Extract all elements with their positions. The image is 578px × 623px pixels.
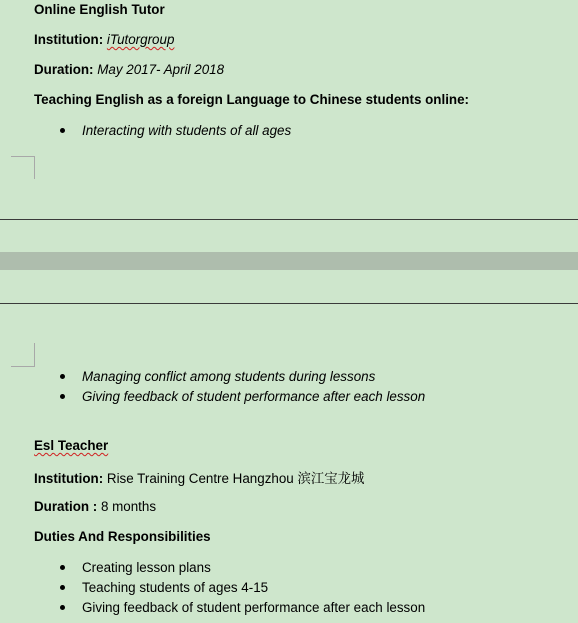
list-item-text: Creating lesson plans	[82, 560, 211, 575]
duration-label: Duration :	[34, 499, 98, 514]
page-corner-mark	[11, 156, 35, 179]
page-corner-mark	[11, 343, 35, 367]
list-item	[82, 369, 375, 384]
bullet-icon	[60, 565, 65, 570]
page-bottom-edge	[0, 219, 578, 220]
institution-value: Rise Training Centre Hangzhou 滨江宝龙城	[106, 471, 365, 486]
duration-line-2	[34, 499, 156, 514]
duties-heading	[34, 529, 211, 544]
job-title-online-english-tutor	[34, 2, 165, 17]
list-item-text: Giving feedback of student performance after each lesson	[82, 600, 426, 615]
duration-value: May 2017- April 2018	[97, 62, 225, 77]
bullet-icon	[60, 128, 65, 133]
bullet-icon	[60, 605, 65, 610]
bullet-icon	[60, 394, 65, 399]
list-item	[82, 600, 425, 615]
institution-value: iTutorgroup	[106, 32, 175, 47]
teaching-heading-text: Teaching English as a foreign Language to Chinese students online:	[34, 92, 469, 107]
bullet-icon	[60, 585, 65, 590]
job-title: Online English Tutor	[34, 2, 165, 17]
institution-line-2	[34, 468, 364, 487]
institution-label: Institution:	[34, 471, 104, 486]
duties-heading-text: Duties And Responsibilities	[34, 529, 211, 544]
duration-line-1	[34, 62, 224, 77]
job-title-esl-teacher	[34, 438, 108, 453]
duration-label: Duration:	[34, 62, 94, 77]
institution-line-1	[34, 32, 174, 47]
list-item-text: Giving feedback of student performance after each lesson	[82, 389, 426, 404]
institution-label: Institution:	[34, 32, 104, 47]
list-item	[82, 580, 268, 595]
duration-value: 8 months	[100, 499, 157, 514]
bullet-icon	[60, 374, 65, 379]
teaching-heading	[34, 92, 469, 107]
list-item-text: Interacting with students of all ages	[82, 123, 292, 138]
page-top-edge	[0, 303, 578, 304]
page-gap	[0, 252, 578, 270]
list-item-text: Managing conflict among students during lessons	[82, 369, 376, 384]
job-title: Esl Teacher	[34, 438, 109, 453]
list-item	[82, 389, 425, 404]
list-item-text: Teaching students of ages 4-15	[82, 580, 269, 595]
list-item	[82, 123, 291, 138]
list-item	[82, 560, 211, 575]
